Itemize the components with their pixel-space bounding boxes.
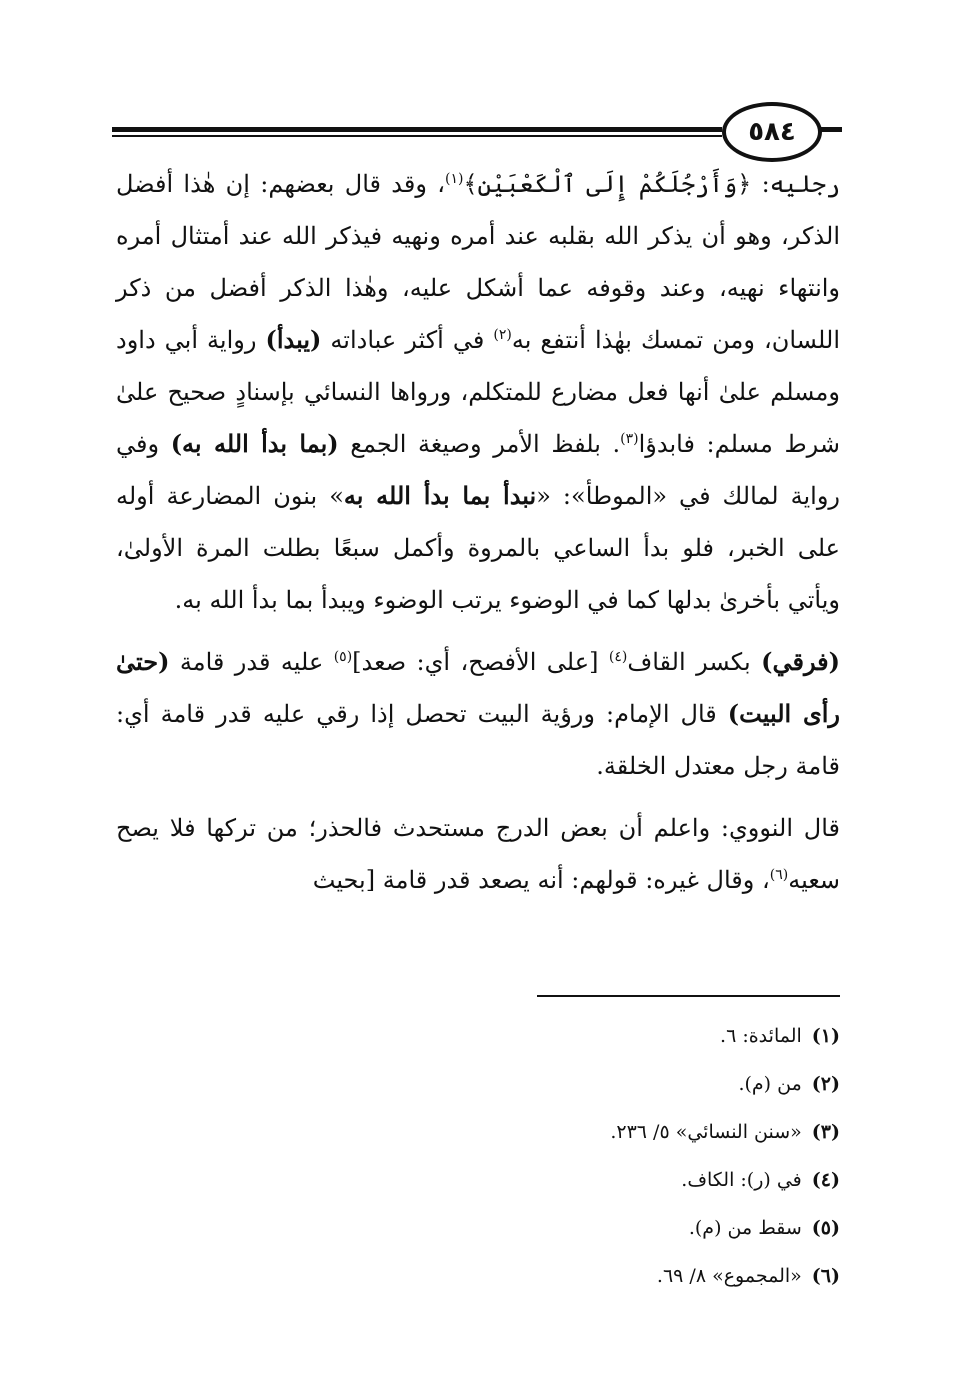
text-run: قال الإمام: ورؤية البيت تحصل إذا رقي عليه قدر قامة أي: قامة رجل معتدل الخلقة.	[116, 700, 840, 780]
text-run: رواية أبي داود ومسلم علىٰ أنها فعل مضارع للمتكلم، ورواها النسائي بإسنادٍ صحيح علىٰ شرط مسلم: فابدؤا	[116, 326, 840, 458]
matn-term: (فرقي)	[761, 647, 841, 676]
text-run: قال النووي: واعلم أن بعض الدرج مستحدث فالحذر؛ من تركها فلا يصح سعيه	[116, 814, 840, 894]
footnote-ref: (٤)	[608, 649, 628, 665]
footnote-number: (٥)	[811, 1217, 840, 1239]
text-run: [على الأفصح، أي: صعد]	[352, 648, 609, 676]
footnote-text: «سنن النسائي» ٥/ ٢٣٦.	[610, 1121, 802, 1143]
header-rule	[112, 127, 722, 132]
footnote-number: (٢)	[811, 1073, 840, 1095]
footnote-item	[400, 1060, 840, 1108]
page-number-badge	[722, 102, 822, 162]
text-run: ، وقال غيره: قولهم: أنه يصعد قدر قامة [بحيث	[312, 866, 770, 894]
footnote-item	[400, 1156, 840, 1204]
main-text	[116, 158, 840, 906]
footnote-ref: (٥)	[333, 649, 353, 665]
footnote-number: (٦)	[811, 1265, 840, 1287]
hadith-quote: نبدأ بما بدأ الله به	[343, 481, 537, 510]
page-number: ٥٨٤	[748, 117, 796, 147]
paragraph	[116, 802, 840, 906]
footnote-number: (٣)	[811, 1121, 840, 1143]
footnote-ref: (٢)	[493, 327, 512, 343]
footnote-text: المائدة: ٦.	[720, 1025, 802, 1047]
text-run: . بلفظ الأمر وصيغة الجمع	[338, 430, 621, 458]
footnotes	[400, 1012, 840, 1300]
page-header	[112, 98, 842, 158]
text-run: وفي رواية لمالك في «الموطأ»: «	[116, 430, 841, 510]
text-run: ، وقد قال بعضهم: إن هٰذا أفضل الذكر، وهو أن يذكر الله بقلبه عند أمره ونهيه فيذكر الله عند أمتثال أمره وانتهاء نهيه، وعند وقوفه عما أشكل عليه، وهٰذا الذكر أفضل من ذكر اللسان، ومن تمسك بهٰذا أنتفع به	[116, 170, 841, 354]
text-run: رجليه:	[751, 170, 841, 198]
matn-term: (يبدأ)	[265, 325, 322, 354]
text-run: في أكثر عباداته	[321, 326, 494, 354]
text-run: » بنون المضارعة أوله على الخبر، فلو بدأ الساعي بالمروة وأكمل سبعًا بطلت المرة الأولىٰ، ويأتي بأخرىٰ بدلها كما في الوضوء يرتب الوضوء ويبدأ بما بدأ الله به.	[116, 482, 840, 614]
footnote-number: (٤)	[811, 1169, 840, 1191]
footnote-item	[400, 1204, 840, 1252]
footnote-item	[400, 1012, 840, 1060]
header-rule-right	[820, 127, 842, 132]
text-run: عليه قدر قامة	[169, 648, 334, 676]
footnote-item	[400, 1252, 840, 1300]
footnote-text: من (م).	[738, 1073, 802, 1095]
paragraph	[116, 158, 840, 626]
matn-term: (حتىٰ رأى البيت)	[116, 647, 840, 728]
footnote-ref: (١)	[445, 171, 464, 187]
footnote-text: سقط من (م).	[688, 1217, 802, 1239]
footnote-ref: (٦)	[769, 867, 789, 883]
footnote-number: (١)	[811, 1025, 840, 1047]
footnote-ref: (٣)	[620, 431, 639, 447]
footnote-item	[400, 1108, 840, 1156]
footnote-text: «المجموع» ٨/ ٦٩.	[656, 1265, 802, 1287]
footnote-text: في (ر): الكاف.	[681, 1169, 802, 1191]
footnote-separator	[537, 995, 840, 997]
quran-verse: ﴿وَأَرْجُلَكُمْ إِلَى ٱلْكَعْبَيْنِ﴾	[463, 170, 752, 198]
text-run: بكسر القاف	[627, 648, 762, 676]
matn-term: (بما بدأ الله به)	[170, 429, 339, 458]
header-rule-thin	[112, 135, 722, 137]
paragraph	[116, 636, 840, 792]
